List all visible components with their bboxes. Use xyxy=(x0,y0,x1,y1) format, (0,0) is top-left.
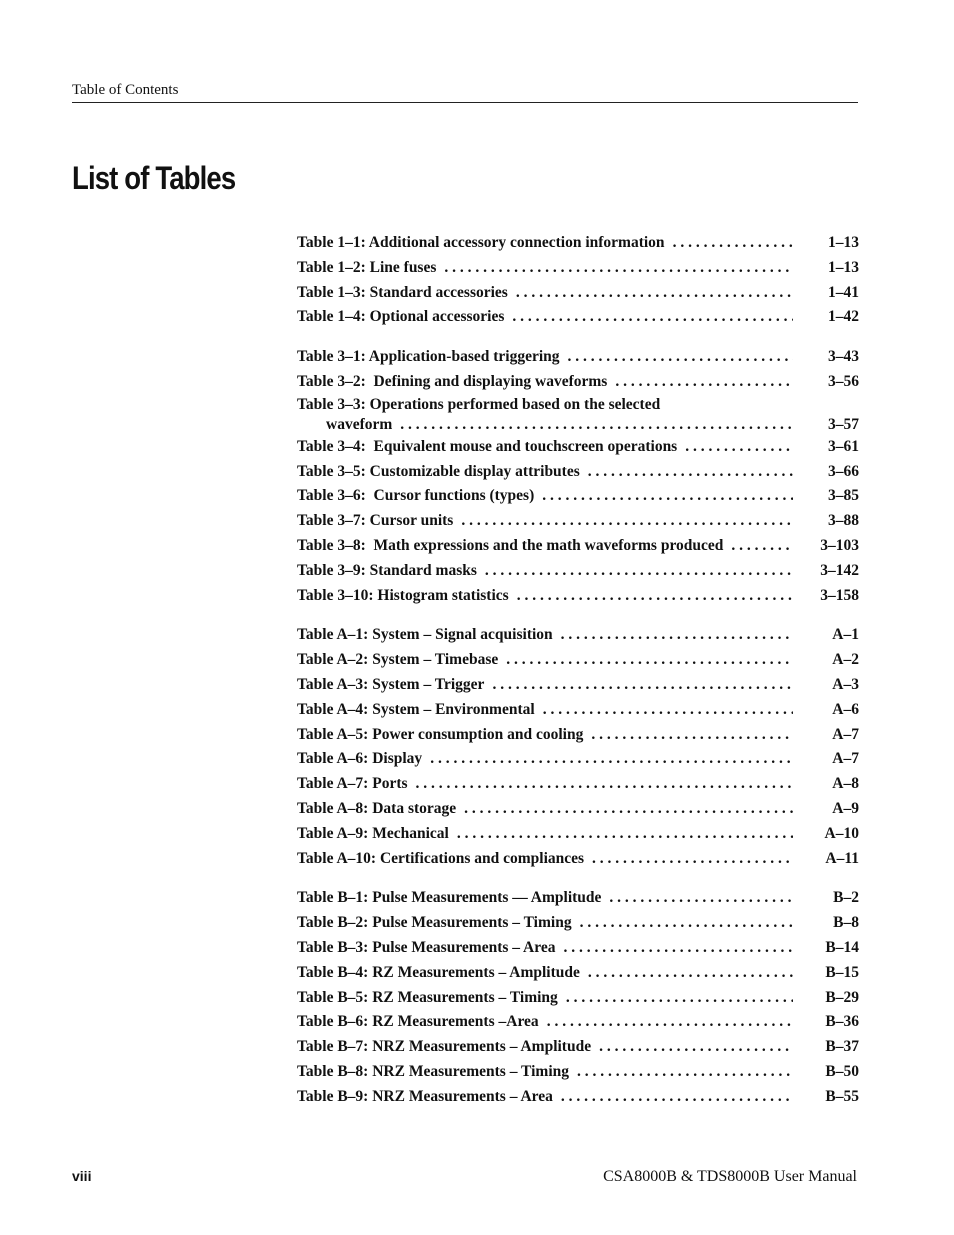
toc-entry[interactable] xyxy=(297,1085,859,1110)
toc-entry-title: Table A–4: System – Environmental xyxy=(297,700,535,718)
toc-entry-title: Table B–1: Pulse Measurements — Amplitude xyxy=(297,889,602,907)
toc-entry-page: A–3 xyxy=(832,675,859,693)
dot-leader xyxy=(580,911,793,936)
toc-entry-page: B–14 xyxy=(825,938,859,956)
toc-entry-page: A–1 xyxy=(832,626,859,644)
toc-entry-title: Table 3–4: Equivalent mouse and touchscreen operations xyxy=(297,437,678,455)
toc-entry-title: Table B–9: NRZ Measurements – Area xyxy=(297,1087,553,1105)
dot-leader xyxy=(685,435,793,460)
toc-entry-page: A–6 xyxy=(832,700,859,718)
dot-leader xyxy=(615,370,793,395)
toc-entry-title: Table 3–7: Cursor units xyxy=(297,512,454,530)
toc-entry-page: 1–41 xyxy=(828,283,859,301)
toc-entry-page: 3–66 xyxy=(828,462,859,480)
toc-entry-title: Table B–6: RZ Measurements –Area xyxy=(297,1013,539,1031)
toc-entry-title: Table B–2: Pulse Measurements – Timing xyxy=(297,914,572,932)
dot-leader xyxy=(416,772,793,797)
dot-leader xyxy=(592,847,793,872)
toc-entry-page: B–8 xyxy=(833,914,859,932)
toc-entry[interactable] xyxy=(297,673,859,698)
header-rule xyxy=(72,102,858,103)
toc-entry[interactable] xyxy=(297,256,859,281)
dot-leader xyxy=(485,559,793,584)
toc-entry[interactable] xyxy=(297,847,859,872)
toc-entry-title: Table 3–6: Cursor functions (types) xyxy=(297,487,535,505)
toc-entry-page: B–55 xyxy=(825,1087,859,1105)
toc-group xyxy=(297,886,859,1109)
toc-entry-page: B–50 xyxy=(825,1062,859,1080)
toc-entry[interactable] xyxy=(297,484,859,509)
toc-entry[interactable] xyxy=(297,1060,859,1085)
toc-entry-page: A–7 xyxy=(832,750,859,768)
toc-entry[interactable] xyxy=(297,395,859,435)
toc-entry-page: 3–85 xyxy=(828,487,859,505)
toc-entry-title-continued: waveform xyxy=(326,415,393,433)
dot-leader xyxy=(547,1010,793,1035)
dot-leader xyxy=(461,509,793,534)
list-of-tables xyxy=(297,231,859,1125)
running-head: Table of Contents xyxy=(72,82,179,98)
toc-entry[interactable] xyxy=(297,648,859,673)
toc-entry[interactable] xyxy=(297,584,859,609)
dot-leader xyxy=(457,822,793,847)
dot-leader xyxy=(561,623,793,648)
toc-entry-page: B–15 xyxy=(825,963,859,981)
toc-entry-page: B–37 xyxy=(825,1038,859,1056)
dot-leader xyxy=(516,281,793,306)
dot-leader xyxy=(568,345,793,370)
toc-entry[interactable] xyxy=(297,534,859,559)
toc-entry[interactable] xyxy=(297,370,859,395)
toc-entry-title: Table A–2: System – Timebase xyxy=(297,651,499,669)
toc-entry-title: Table 1–3: Standard accessories xyxy=(297,283,508,301)
toc-entry[interactable] xyxy=(297,772,859,797)
toc-entry-page: B–2 xyxy=(833,889,859,907)
dot-leader xyxy=(400,415,793,435)
toc-entry-page: B–36 xyxy=(825,1013,859,1031)
dot-leader xyxy=(506,648,793,673)
toc-entry-page: 1–13 xyxy=(828,258,859,276)
toc-entry[interactable] xyxy=(297,231,859,256)
toc-entry[interactable] xyxy=(297,1010,859,1035)
toc-entry[interactable] xyxy=(297,509,859,534)
dot-leader xyxy=(430,747,793,772)
toc-entry[interactable] xyxy=(297,911,859,936)
toc-entry-page: 3–158 xyxy=(820,586,859,604)
toc-entry-title: Table 3–8: Math expressions and the math waveforms produced xyxy=(297,536,724,554)
toc-entry-page: 3–142 xyxy=(820,561,859,579)
toc-entry[interactable] xyxy=(297,435,859,460)
toc-entry-page: B–29 xyxy=(825,988,859,1006)
dot-leader xyxy=(599,1035,793,1060)
toc-entry-title: Table A–9: Mechanical xyxy=(297,824,449,842)
toc-entry-page: 3–57 xyxy=(828,415,859,433)
toc-entry-title: Table A–5: Power consumption and cooling xyxy=(297,725,584,743)
dot-leader xyxy=(563,936,793,961)
dot-leader xyxy=(588,460,793,485)
toc-entry-page: A–10 xyxy=(824,824,859,842)
toc-entry-title: Table A–7: Ports xyxy=(297,775,408,793)
toc-entry[interactable] xyxy=(297,822,859,847)
toc-entry[interactable] xyxy=(297,460,859,485)
toc-entry[interactable] xyxy=(297,698,859,723)
toc-entry-title: Table B–8: NRZ Measurements – Timing xyxy=(297,1062,569,1080)
toc-entry[interactable] xyxy=(297,886,859,911)
dot-leader xyxy=(577,1060,793,1085)
dot-leader xyxy=(492,673,793,698)
dot-leader xyxy=(444,256,793,281)
toc-group xyxy=(297,231,859,330)
page-title: List of Tables xyxy=(72,160,236,196)
toc-entry[interactable] xyxy=(297,936,859,961)
toc-entry-page: 1–42 xyxy=(828,308,859,326)
toc-entry[interactable] xyxy=(297,747,859,772)
toc-entry-title: Table 1–1: Additional accessory connection information xyxy=(297,234,665,251)
dot-leader xyxy=(543,698,793,723)
manual-title: CSA8000B & TDS8000B User Manual xyxy=(603,1168,857,1185)
toc-entry-page: A–8 xyxy=(832,775,859,793)
toc-entry-title: Table B–3: Pulse Measurements – Area xyxy=(297,938,556,956)
dot-leader xyxy=(561,1085,793,1110)
toc-group xyxy=(297,623,859,871)
toc-entry[interactable] xyxy=(297,797,859,822)
dot-leader xyxy=(609,886,793,911)
dot-leader xyxy=(517,584,793,609)
toc-entry-page: 1–13 xyxy=(828,234,859,251)
dot-leader xyxy=(566,986,793,1011)
toc-entry-title: Table 3–9: Standard masks xyxy=(297,561,477,579)
toc-entry-title: Table 3–10: Histogram statistics xyxy=(297,586,509,604)
toc-entry-page: 3–88 xyxy=(828,512,859,530)
toc-entry-title: Table B–4: RZ Measurements – Amplitude xyxy=(297,963,580,981)
toc-entry[interactable] xyxy=(297,281,859,306)
toc-entry-page: A–11 xyxy=(825,849,859,867)
toc-entry-title: Table B–7: NRZ Measurements – Amplitude xyxy=(297,1038,592,1056)
dot-leader xyxy=(591,723,793,748)
toc-entry-page: 3–56 xyxy=(828,372,859,390)
toc-entry[interactable] xyxy=(297,1035,859,1060)
toc-entry[interactable] xyxy=(297,723,859,748)
toc-entry-page: 3–103 xyxy=(820,536,859,554)
toc-group xyxy=(297,345,859,608)
toc-entry[interactable] xyxy=(297,623,859,648)
toc-entry-title: Table A–3: System – Trigger xyxy=(297,675,485,693)
dot-leader xyxy=(673,231,793,256)
page-number: viii xyxy=(72,1168,92,1184)
toc-entry[interactable] xyxy=(297,305,859,330)
toc-entry-page: A–2 xyxy=(832,651,859,669)
dot-leader xyxy=(542,484,793,509)
dot-leader xyxy=(731,534,793,559)
toc-entry-title: Table A–10: Certifications and compliances xyxy=(297,849,585,867)
toc-entry-title: Table 3–1: Application-based triggering xyxy=(297,348,560,366)
dot-leader xyxy=(588,961,793,986)
toc-entry-title: Table A–6: Display xyxy=(297,750,423,768)
toc-entry-title: Table A–1: System – Signal acquisition xyxy=(297,626,553,644)
toc-entry-title: Table A–8: Data storage xyxy=(297,799,457,817)
toc-entry-title: Table 3–5: Customizable display attributes xyxy=(297,462,580,480)
toc-entry[interactable] xyxy=(297,345,859,370)
toc-entry-page: A–7 xyxy=(832,725,859,743)
toc-entry[interactable] xyxy=(297,986,859,1011)
toc-entry-page: 3–43 xyxy=(828,348,859,366)
toc-entry-title: Table 3–2: Defining and displaying waveforms xyxy=(297,372,608,390)
toc-entry-title: Table 1–2: Line fuses xyxy=(297,258,437,276)
dot-leader xyxy=(464,797,793,822)
toc-entry-title: Table B–5: RZ Measurements – Timing xyxy=(297,988,558,1006)
toc-entry[interactable] xyxy=(297,961,859,986)
toc-entry[interactable] xyxy=(297,559,859,584)
toc-entry-page: 3–61 xyxy=(828,437,859,455)
dot-leader xyxy=(512,305,793,330)
toc-entry-title: Table 3–3: Operations performed based on the selected xyxy=(297,395,661,413)
toc-entry-page: A–9 xyxy=(832,799,859,817)
toc-entry-title: Table 1–4: Optional accessories xyxy=(297,308,505,326)
